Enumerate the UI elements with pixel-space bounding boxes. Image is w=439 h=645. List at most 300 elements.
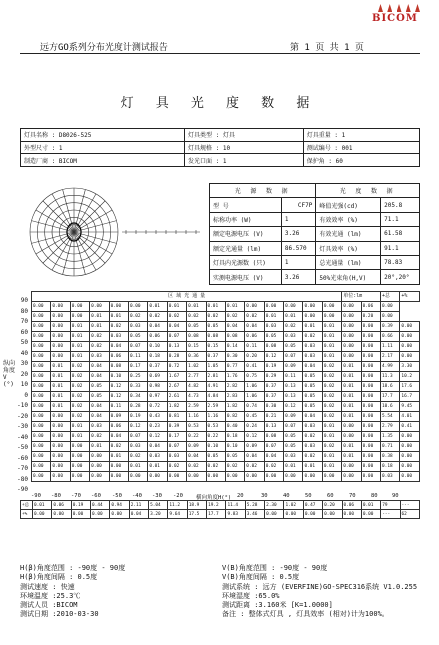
summary-cell: 79 [381, 501, 400, 510]
grid-cell: 0.00 [32, 452, 51, 462]
grid-cell: 0.01 [90, 322, 109, 332]
y-tick-label: -50 [17, 444, 28, 451]
grid-cell: 0.02 [322, 372, 341, 382]
summary-cell: 17.5 [187, 510, 206, 519]
grid-cell: 0.06 [148, 332, 167, 342]
grid-cell: 0.69 [148, 372, 167, 382]
grid-cell: 2.81 [206, 372, 225, 382]
grid-cell: 0.04 [225, 322, 244, 332]
grid-cell: 0.00 [361, 432, 380, 442]
grid-cell: 0.04 [264, 452, 283, 462]
grid-cell: 0.00 [206, 472, 225, 482]
grid-cell: 0.23 [148, 422, 167, 432]
grid-cell: 0.00 [400, 432, 420, 442]
grid-cell: 0.28 [167, 352, 186, 362]
photo-cell: 91.1 [381, 241, 420, 255]
grid-row [32, 302, 420, 312]
grid-cell: 0.01 [322, 422, 341, 432]
grid-cell: 0.03 [90, 352, 109, 362]
y-tick-label: 70 [20, 318, 28, 325]
grid-cell: 0.08 [187, 332, 206, 342]
grid-cell: 0.04 [148, 322, 167, 332]
photo-cell: 灯具内光源数 (只) [210, 255, 282, 269]
grid-cell: 4.82 [187, 382, 206, 392]
grid-cell: 4.84 [206, 392, 225, 402]
grid-cell: 0.01 [322, 342, 341, 352]
grid-cell: 0.03 [284, 452, 303, 462]
grid-cell: 0.00 [342, 342, 361, 352]
footer-line: 测试速度 : 快速 [20, 582, 75, 591]
x-tick-label: -80 [51, 493, 61, 499]
photo-cell: 总光通量 (lm) [316, 255, 381, 269]
grid-cell: 0.02 [322, 402, 341, 412]
grid-row [32, 362, 420, 372]
footer-left [20, 563, 125, 619]
grid-cell: 0.04 [109, 432, 128, 442]
grid-cell: 0.28 [128, 402, 147, 412]
grid-cell: 0.00 [70, 472, 89, 482]
grid-cell: 0.53 [187, 422, 206, 432]
grid-cell: 2.61 [167, 392, 186, 402]
grid-cell: 0.01 [322, 322, 341, 332]
grid-cell: 0.03 [128, 322, 147, 332]
grid-cell: 0.06 [109, 422, 128, 432]
grid-cell: 0.01 [342, 392, 361, 402]
grid-cell: 0.02 [187, 312, 206, 322]
grid-cell: 1.05 [206, 362, 225, 372]
x-tick-label: -50 [112, 493, 122, 499]
grid-cell: 0.10 [225, 442, 244, 452]
grid-cell: 1.16 [187, 412, 206, 422]
grid-cell: 0.00 [32, 442, 51, 452]
summary-cell: 0.44 [91, 501, 110, 510]
grid-cell: 0.00 [109, 462, 128, 472]
summary-cell: 0.00 [91, 510, 110, 519]
summary-row [21, 510, 420, 519]
grid-header-unit: 单位:lm [342, 292, 381, 302]
y-tick-label: 30 [20, 360, 28, 367]
grid-header-title: 区 域 光 通 量 [32, 292, 342, 302]
summary-cell: 0.00 [323, 510, 342, 519]
grid-cell: 0.01 [264, 312, 283, 322]
grid-cell: 0.00 [70, 302, 89, 312]
grid-cell: 0.81 [167, 412, 186, 422]
y-tick-label: -70 [17, 465, 28, 472]
summary-cell: 0.94 [110, 501, 129, 510]
grid-row [32, 452, 420, 462]
x-tick-label: 50 [305, 493, 312, 499]
grid-cell: 0.01 [322, 462, 341, 472]
grid-cell: 0.00 [32, 372, 51, 382]
grid-cell: 0.00 [51, 322, 70, 332]
summary-cell: 0.01 [361, 501, 380, 510]
grid-cell: 0.01 [109, 452, 128, 462]
grid-cell: 0.00 [51, 472, 70, 482]
summary-cell: 0.06 [342, 501, 361, 510]
summary-cell: 19.2 [207, 501, 226, 510]
grid-cell: 0.13 [284, 392, 303, 402]
grid-cell: 0.22 [206, 432, 225, 442]
info-row [21, 154, 420, 167]
grid-cell: 11.3 [381, 372, 400, 382]
grid-cell: 0.00 [342, 472, 361, 482]
grid-cell: 0.07 [264, 442, 283, 452]
grid-cell: 0.00 [342, 462, 361, 472]
grid-cell: 0.75 [245, 372, 264, 382]
luminaire-info-table [20, 128, 420, 167]
grid-cell: 0.03 [148, 452, 167, 462]
summary-cell: 0.06 [52, 501, 71, 510]
grid-cell: 1.35 [381, 432, 400, 442]
grid-cell: 0.01 [51, 402, 70, 412]
info-cell: 灯具重量 : 1 [303, 129, 419, 142]
grid-cell: 0.00 [400, 342, 420, 352]
grid-cell: 0.34 [128, 392, 147, 402]
summary-cell: 0.04 [129, 510, 148, 519]
grid-cell: 0.02 [206, 312, 225, 322]
grid-cell: 0.02 [109, 322, 128, 332]
summary-cell: 9.64 [168, 510, 187, 519]
grid-cell: 0.00 [400, 472, 420, 482]
grid-cell: 0.00 [284, 302, 303, 312]
grid-cell: 3.30 [400, 362, 420, 372]
grid-cell: 0.01 [206, 302, 225, 312]
grid-cell: 0.20 [245, 352, 264, 362]
y-tick-label: 0 [24, 391, 28, 399]
grid-cell: 0.00 [32, 462, 51, 472]
y-tick-label: 90 [20, 297, 28, 304]
grid-cell: 0.05 [206, 452, 225, 462]
photo-cell: 78.83 [381, 255, 420, 269]
grid-cell: 0.05 [225, 452, 244, 462]
grid-cell: 0.00 [361, 322, 380, 332]
grid-cell: 0.00 [342, 322, 361, 332]
grid-cell: 0.09 [187, 442, 206, 452]
info-cell: 保护角 : 60 [303, 154, 419, 167]
grid-cell: 0.12 [128, 422, 147, 432]
grid-cell: 0.12 [245, 432, 264, 442]
grid-row [32, 332, 420, 342]
y-tick-label: -80 [17, 475, 28, 483]
y-tick-label: 50 [20, 339, 28, 346]
grid-row [32, 412, 420, 422]
footer-line: H(β)角度间隔 : 0.5度 [20, 573, 98, 582]
grid-cell: 0.71 [381, 442, 400, 452]
grid-cell: 0.00 [361, 442, 380, 452]
grid-cell: 0.37 [148, 362, 167, 372]
grid-cell: 0.37 [264, 382, 283, 392]
grid-cell: 0.02 [303, 452, 322, 462]
grid-cell: 0.01 [322, 452, 341, 462]
x-tick-label: 横向角度H(°) [196, 495, 232, 501]
grid-cell: 0.08 [225, 332, 244, 342]
grid-cell: 0.98 [148, 382, 167, 392]
grid-cell: 0.00 [32, 402, 51, 412]
report-title: 远方GO系列分布光度计测试报告 [40, 43, 168, 53]
grid-cell: 0.00 [264, 472, 283, 482]
grid-cell: 0.04 [109, 342, 128, 352]
grid-cell: 0.00 [342, 422, 361, 432]
grid-cell: 0.13 [167, 342, 186, 352]
photo-cell: 峰值光强(cd) [316, 198, 381, 212]
grid-cell: 1.06 [245, 392, 264, 402]
grid-header-row [32, 292, 420, 302]
y-tick-label: -40 [17, 433, 28, 441]
grid-cell: 0.74 [245, 402, 264, 412]
grid-cell: 0.05 [303, 402, 322, 412]
grid-cell: 0.10 [148, 342, 167, 352]
grid-row [32, 322, 420, 332]
grid-cell: 0.04 [167, 322, 186, 332]
grid-cell: 0.05 [303, 382, 322, 392]
grid-cell: 0.12 [148, 432, 167, 442]
summary-cell: 0.00 [342, 510, 361, 519]
grid-cell: 0.05 [206, 322, 225, 332]
grid-cell: 2.79 [381, 422, 400, 432]
summary-cell: 5.28 [245, 501, 264, 510]
grid-cell: 0.13 [284, 382, 303, 392]
info-cell: 测试编号 : 001 [303, 141, 419, 154]
grid-cell: 0.00 [32, 422, 51, 432]
summary-cell: 3.20 [149, 510, 168, 519]
footer-line: 测试系统 : 远方 (EVERFINE)GO-SPEC316系统 V1.0.255 [222, 582, 418, 591]
header-rule [20, 53, 420, 54]
grid-cell: 0.01 [342, 402, 361, 412]
grid-cell: 0.12 [284, 402, 303, 412]
grid-cell: 0.01 [109, 312, 128, 322]
footer-right [222, 563, 417, 619]
grid-cell: 0.72 [167, 362, 186, 372]
grid-cell: 10.2 [400, 372, 420, 382]
photo-row [210, 212, 420, 226]
grid-cell: 0.01 [70, 332, 89, 342]
grid-cell: 4.73 [187, 392, 206, 402]
grid-cell: 0.00 [148, 472, 167, 482]
grid-cell: 0.01 [284, 462, 303, 472]
summary-cell: 11.2 [168, 501, 187, 510]
x-tick-label: -30 [152, 493, 162, 499]
grid-cell: 0.39 [381, 322, 400, 332]
grid-cell: 2.77 [187, 372, 206, 382]
photo-cell: 1 [281, 255, 315, 269]
grid-cell: 0.17 [128, 362, 147, 372]
grid-cell: 0.00 [303, 312, 322, 322]
grid-cell: 0.00 [70, 312, 89, 322]
grid-cell: 0.15 [206, 342, 225, 352]
photo-cell: 灯具效率 (%) [316, 241, 381, 255]
grid-cell: 0.01 [342, 362, 361, 372]
photo-cell: 61.58 [381, 227, 420, 241]
grid-cell: 18.6 [381, 382, 400, 392]
grid-cell: 0.01 [51, 382, 70, 392]
grid-cell: 17.6 [400, 382, 420, 392]
polar-diagram [22, 183, 206, 281]
x-tick-label: -20 [173, 493, 183, 499]
grid-cell: 4.99 [381, 362, 400, 372]
photo-row [210, 198, 420, 212]
grid-cell: 0.00 [400, 462, 420, 472]
grid-cell: 0.12 [109, 382, 128, 392]
summary-cell: 62 [400, 510, 419, 519]
grid-cell: 0.07 [167, 442, 186, 452]
grid-cell: 0.00 [284, 472, 303, 482]
grid-cell: 0.07 [128, 342, 147, 352]
grid-cell: 0.06 [245, 332, 264, 342]
grid-cell: 0.03 [381, 472, 400, 482]
grid-cell: 0.01 [342, 442, 361, 452]
info-cell: 制造厂商 : BICOM [21, 154, 185, 167]
x-tick-label: 30 [261, 493, 268, 499]
grid-cell: 0.00 [400, 352, 420, 362]
grid-cell: 0.14 [225, 342, 244, 352]
grid-cell: 0.00 [32, 362, 51, 372]
grid-cell: 0.00 [400, 322, 420, 332]
grid-cell: 0.00 [32, 322, 51, 332]
summary-cell: 0.00 [361, 510, 380, 519]
grid-cell: 0.00 [51, 342, 70, 352]
summary-cell: 2.11 [129, 501, 148, 510]
info-row [21, 141, 420, 154]
grid-cell: 0.00 [90, 302, 109, 312]
grid-cell: 0.02 [70, 412, 89, 422]
grid-cell: 0.01 [342, 452, 361, 462]
photo-cell: 额定电源电压 (V) [210, 227, 282, 241]
photo-cell: 3.26 [281, 270, 315, 284]
grid-cell: 0.03 [284, 332, 303, 342]
y-tick-label: 40 [20, 349, 28, 357]
grid-cell: 1.11 [381, 342, 400, 352]
grid-cell: 0.00 [381, 302, 400, 312]
grid-cell: 0.00 [303, 472, 322, 482]
summary-cell: --- [400, 501, 419, 510]
grid-cell: 0.30 [264, 402, 283, 412]
x-tick-label: -40 [132, 493, 142, 499]
grid-cell: 0.00 [342, 432, 361, 442]
grid-cell: 0.01 [322, 352, 341, 362]
grid-cell: 0.08 [206, 332, 225, 342]
grid-cell: 0.00 [361, 382, 380, 392]
grid-cell: 0.00 [32, 382, 51, 392]
photo-cell: 1 [281, 212, 315, 226]
summary-row [21, 501, 420, 510]
grid-cell: 2.82 [225, 382, 244, 392]
grid-cell: 0.07 [284, 422, 303, 432]
info-cell: 灯具名称 : D8026-525 [21, 129, 185, 142]
grid-cell: 0.19 [264, 362, 283, 372]
grid-cell: 0.17 [167, 432, 186, 442]
grid-cell: 0.00 [322, 302, 341, 312]
x-tick-label: -70 [71, 493, 81, 499]
grid-cell: 0.08 [264, 342, 283, 352]
summary-cell: 0.47 [303, 501, 322, 510]
grid-cell: 0.00 [167, 472, 186, 482]
grid-cell: 0.00 [361, 452, 380, 462]
footer-line: V(B)角度范围 : -90度 - 90度 [222, 564, 328, 572]
grid-cell: 0.04 [303, 412, 322, 422]
grid-cell: 0.05 [284, 432, 303, 442]
grid-cell: 0.01 [51, 392, 70, 402]
grid-cell: 0.00 [51, 432, 70, 442]
grid-cell: 0.00 [51, 412, 70, 422]
grid-cell: 0.04 [187, 452, 206, 462]
grid-row [32, 382, 420, 392]
grid-cell: 0.00 [361, 362, 380, 372]
grid-cell: 0.00 [32, 432, 51, 442]
grid-cell: 0.02 [70, 382, 89, 392]
grid-cell: 0.04 [90, 412, 109, 422]
grid-cell: 0.04 [90, 402, 109, 412]
grid-cell: 0.00 [225, 472, 244, 482]
grid-cell: 0.37 [206, 352, 225, 362]
grid-cell: 0.05 [284, 342, 303, 352]
grid-cell: 0.00 [90, 472, 109, 482]
grid-cell: 0.00 [32, 312, 51, 322]
footer-line: 备注 : 整体式灯具 , 灯具效率 (相对)计为100%。 [222, 610, 389, 619]
grid-cell: 2.59 [187, 402, 206, 412]
y-tick-label: 10 [20, 381, 28, 388]
grid-cell: 0.82 [225, 412, 244, 422]
photo-cell: 实测电源电压 (V) [210, 270, 282, 284]
grid-cell: 1.67 [167, 372, 186, 382]
footer-line: 环境温度 :25.3℃ [20, 591, 81, 600]
grid-cell: 0.04 [245, 452, 264, 462]
grid-cell: 0.02 [167, 312, 186, 322]
grid-cell: 0.04 [90, 372, 109, 382]
grid-cell: 16.7 [400, 392, 420, 402]
grid-cell: 4.91 [206, 382, 225, 392]
grid-cell: 0.00 [361, 462, 380, 472]
grid-cell: 0.02 [128, 312, 147, 322]
grid-cell: 0.21 [264, 412, 283, 422]
grid-cell: 0.02 [284, 322, 303, 332]
grid-cell: 0.02 [245, 462, 264, 472]
grid-cell: 1.82 [167, 402, 186, 412]
grid-cell: 0.00 [264, 302, 283, 312]
grid-cell: 0.00 [32, 392, 51, 402]
grid-cell: 0.01 [225, 302, 244, 312]
footer-line: V(B)角度间隔 : 0.5度 [222, 573, 300, 582]
photo-row [210, 227, 420, 241]
grid-cell: 2.17 [381, 352, 400, 362]
grid-cell: 0.09 [109, 412, 128, 422]
info-cell: 灯具类型 : 灯具 [185, 129, 304, 142]
grid-cell: 0.02 [303, 432, 322, 442]
summary-label: +总 [21, 501, 33, 510]
grid-cell: 0.09 [245, 442, 264, 452]
grid-cell: 0.41 [400, 422, 420, 432]
y-tick-label: 80 [20, 307, 28, 315]
grid-cell: 0.00 [32, 332, 51, 342]
grid-cell: 0.37 [264, 392, 283, 402]
grid-cell: 0.09 [284, 362, 303, 372]
photo-cell: 50%光束角(H,V) [316, 270, 381, 284]
grid-cell: 0.03 [128, 442, 147, 452]
grid-cell: 0.01 [303, 322, 322, 332]
grid-cell: 0.01 [148, 462, 167, 472]
grid-cell: 0.02 [322, 382, 341, 392]
grid-cell: 0.05 [90, 392, 109, 402]
grid-cell: 0.05 [128, 332, 147, 342]
grid-cell: 0.06 [361, 302, 380, 312]
grid-cell: 0.72 [148, 402, 167, 412]
grid-cell: 17.7 [381, 392, 400, 402]
grid-cell: 0.25 [128, 372, 147, 382]
info-row [21, 129, 420, 142]
grid-cell: 0.01 [303, 462, 322, 472]
grid-cell: 0.02 [225, 312, 244, 322]
grid-cell: 0.00 [361, 342, 380, 352]
grid-cell: 0.11 [128, 352, 147, 362]
